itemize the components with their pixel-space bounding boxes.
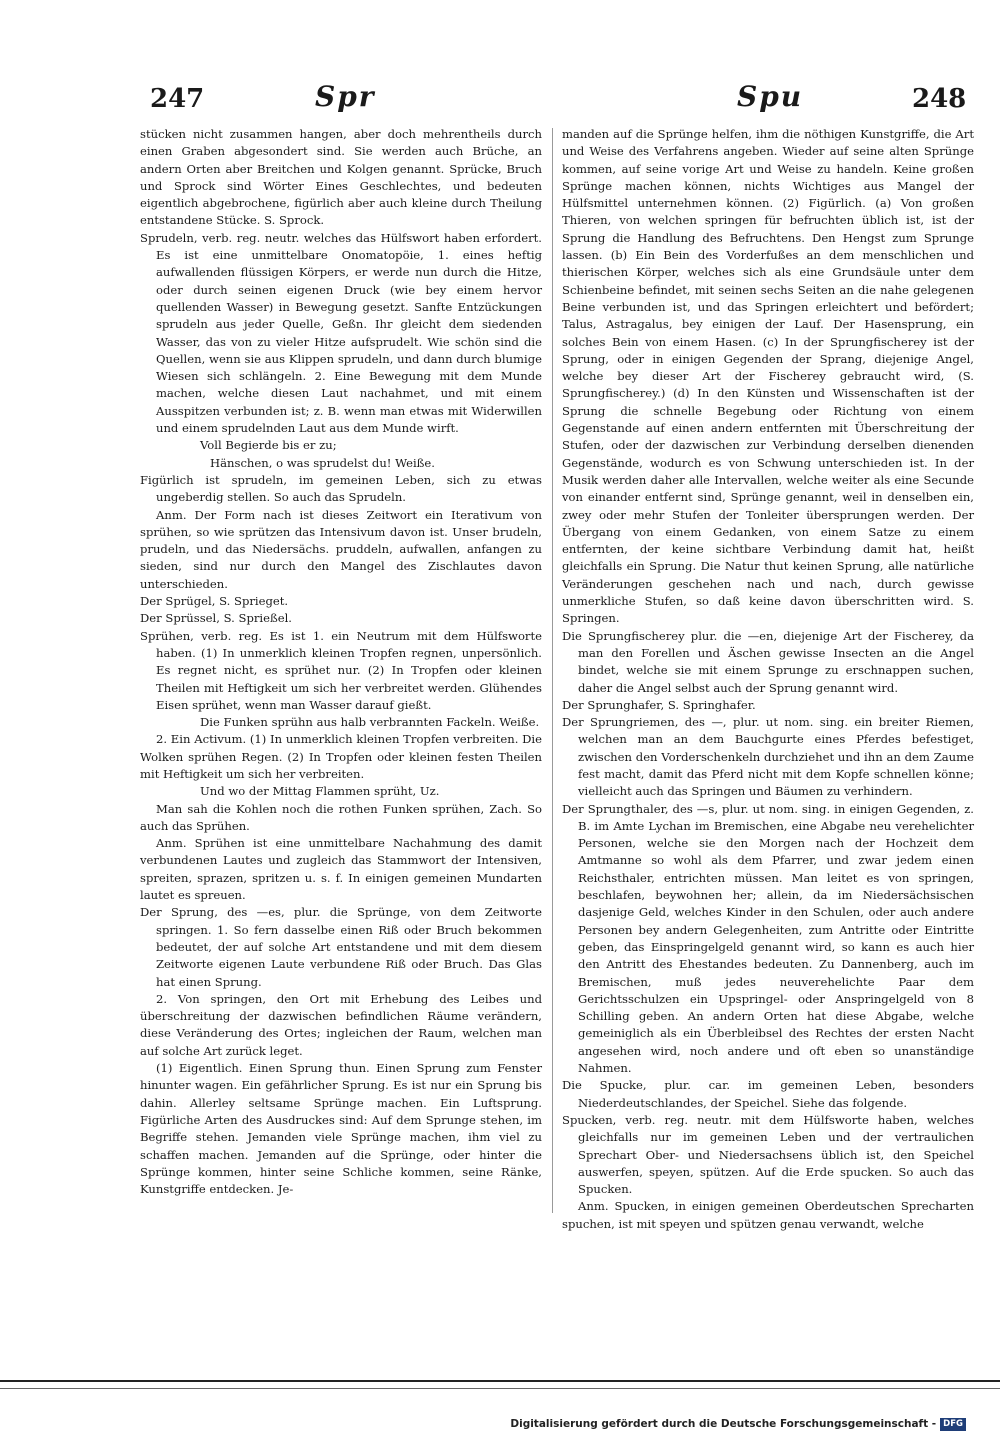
paragraph: Figürlich ist sprudeln, im gemeinen Leben, sich zu etwas ungeberdig stellen. So auch das Sprudeln. <box>140 472 542 505</box>
verse-line: Die Funken sprühn aus halb verbrannten Fackeln. Weiße. <box>200 715 540 730</box>
right-page-number: 248 <box>912 84 967 114</box>
verse-line: Und wo der Mittag Flammen sprüht, Uz. <box>200 784 440 799</box>
left-running-head: Spr <box>315 80 376 113</box>
entry-sprungfischerey: Die Sprungfischerey plur. die —en, diejenige Art der Fischerey, da man den Forellen und Äschen gewisse Insecten an die Angel bindet, welche sie mit einem Sprunge zu erschnappen suchen, daher die Angel selbst auch der Sprung genannt wird. <box>562 628 974 695</box>
entry-sprungriemen: Der Sprungriemen, des —, plur. ut nom. sing. ein breiter Riemen, welchen man an dem Bauchgurte eines Pferdes befestiget, zwischen den Vorderschenkeln durchziehet und ihn an dem Zaume fest macht, damit das Pferd nicht mit dem Kopfe schnellen könne; vielleicht auch das Springen und Bäumen zu verhindern. <box>562 715 974 799</box>
right-column <box>562 126 974 1233</box>
annotation: Anm. Spucken, in einigen gemeinen Oberdeutschen Sprecharten spuchen, ist mit speyen und spützen genau verwandt, welche <box>562 1199 974 1231</box>
entry-spruegel: Der Sprügel, S. Sprieget. <box>140 594 289 609</box>
entry-spucken: Spucken, verb. reg. neutr. mit dem Hülfsworte haben, welches gleichfalls nur im gemeinen Leben und der vertraulichen Sprechart Ober- und Niedersachsens üblich ist, den Speichel auswerfen, speyen, spützen. Auf die Erde spucken. So auch das Spucken. <box>562 1112 974 1197</box>
footer-credit <box>510 1417 966 1431</box>
entry-spucke: Die Spucke, plur. car. im gemeinen Leben, besonders Niederdeutschlandes, der Speichel. Siehe das folgende. <box>562 1078 974 1110</box>
entry-sprudeln: Sprudeln, verb. reg. neutr. welches das Hülfswort haben erfordert. Es ist eine unmittelbare Onomatopöie, 1. eines heftig aufwallenden flüssigen Körpers, er werde nun durch die Hitze, oder durch seinen eigenen Druck (wie bey einem hervor quellenden Wasser) in Bewegung gesetzt. Sanfte Entzückungen sprudeln aus jeder Quelle, Geßn. Ihr gleicht dem siedenden Wasser, das von zu vieler Hitze aufsprudelt. Wie schön sind die Quellen, wenn sie aus Klippen sprudeln, und dann durch blumige Wiesen sich schlängeln. 2. Eine Bewegung mit dem Munde machen, welche diesen Laut nachahmet, und mit einem Ausspitzen verbunden ist; z. B. wenn man etwas mit Widerwillen und einem sprudelnden Laut aus dem Munde wirft. <box>140 230 542 436</box>
paragraph: stücken nicht zusammen hangen, aber doch mehrentheils durch einen Graben abgesondert sind. Sie werden auch Brüche, an andern Orten aber Breitchen und Kolgen genannt. Sprücke, Bruch und Sprock sind Wörter Eines Geschlechtes, und bedeuten eigentlich abgebrochene, figürlich aber auch kleine durch Theilung entstandene Stücke. S. Sprock. <box>140 127 542 228</box>
paragraph: (1) Eigentlich. Einen Sprung thun. Einen Sprung zum Fenster hinunter wagen. Ein gefährlicher Sprung. Es ist nur ein Sprung bis dahin. Allerley seltsame Sprünge machen. Ein Luftsprung. Figürliche Arten des Ausdruckes sind: Auf dem Sprunge stehen, im Begriffe stehen. Jemanden viele Sprünge machen, ihm viel zu schaffen machen. Jemanden auf die Sprünge, oder hinter die Sprünge kommen, hinter seine Schliche kommen, seine Ränke, Kunstgriffe entdecken. Je- <box>140 1061 542 1197</box>
paragraph: 2. Ein Activum. (1) In unmerklich kleinen Tropfen verbreiten. Die Wolken sprühen Regen. (2) In Tropfen oder kleinen festen Theilen mit Heftigkeit um sich her verbreiten. <box>140 732 542 781</box>
bottom-rule <box>0 1388 1000 1389</box>
left-column <box>140 126 542 1198</box>
annotation: Anm. Sprühen ist eine unmittelbare Nachahmung des damit verbundenen Lautes und zugleich das Stammwort der Intensiven, spreiten, sprazen, spritzen u. s. f. In einigen gemeinen Mundarten lautet es spreuen. <box>140 836 542 903</box>
dfg-logo-icon: DFG <box>940 1418 966 1431</box>
annotation: Anm. Der Form nach ist dieses Zeitwort ein Iterativum von sprühen, so wie sprützen das Intensivum davon ist. Unser brudeln, prudeln, und das Niedersächs. pruddeln, aufwallen, anfangen zu sieden, sind nur durch den Mangel des Zischlautes davon unterschieden. <box>140 507 542 591</box>
entry-spruehen: Sprühen, verb. reg. Es ist 1. ein Neutrum mit dem Hülfsworte haben. (1) In unmerklich kleinen Tropfen regnen, unpersönlich. Es regnet nicht, es sprühet nur. (2) In Tropfen oder kleinen Theilen mit Heftigkeit um sich her verbreitet werden. Glühendes Eisen sprühet, wenn man Wasser darauf gießt. <box>140 628 542 712</box>
verse-line: Voll Begierde bis er zu; <box>200 438 337 453</box>
column-divider <box>552 128 553 1213</box>
footer-text: Digitalisierung gefördert durch die Deutsche Forschungsgemeinschaft - <box>510 1418 937 1430</box>
entry-sprunghafer: Der Sprunghafer, S. Springhafer. <box>562 697 756 712</box>
entry-sprung: Der Sprung, des —es, plur. die Sprünge, von dem Zeitworte springen. 1. So fern dasselbe einen Riß oder Bruch bekommen bedeutet, der auf solche Art entstandene und mit dem diesem Zeitworte eigenen Laute verbundene Riß oder Bruch. Das Glas hat einen Sprung. <box>140 905 542 989</box>
right-running-head: Spu <box>737 80 804 113</box>
paragraph: manden auf die Sprünge helfen, ihm die nöthigen Kunstgriffe, die Art und Weise des Verfahrens angeben. Wieder auf seine alten Sprünge kommen, auf seine vorige Art und Weise zu handeln. Keine großen Sprünge machen können, nichts Wichtiges aus Mangel der Hülfsmittel unternehmen können. (2) Figürlich. (a) Von großen Thieren, von welchen springen für befruchten üblich ist, ist der Sprung die Handlung des Befruchtens. Den Hengst zum Sprunge lassen. (b) Ein Bein des Vorderfußes an dem menschlichen und thierischen Körper, welches sich als eine Grundsäule unter dem Schienbeine befindet, mit seinen sechs Seiten an die nahe gelegenen Beine verbunden ist, und das Springen erleichtert und befördert; Talus, Astragalus, bey einigen der Lauf. Der Hasensprung, ein solches Bein von einem Hasen. (c) In der Sprungfischerey ist der Sprung, oder in einigen Gegenden der Sprang, diejenige Angel, welche bey dieser Art der Fischerey gebraucht wird, (S. Sprungfischerey.) (d) In den Künsten und Wissenschaften ist der Sprung die schnelle Begebung oder Richtung von einem Gegenstande auf einen andern entfernten mit Überschreitung der Stufen, oder der dazwischen zur Verbindung derselben dienenden Gegenstände, wodurch es von Schwung unterschieden ist. In der Musik werden daher alle Intervallen, welche weiter als eine Secunde von einander entfernt sind, Sprünge genannt, weil in denselben ein, zwey oder mehr Stufen der Tonleiter übersprungen werden. Der Übergang von einem Gedanken, von einem Satze zu einem entfernten, der keine sichtbare Verbindung damit hat, heißt gleichfalls ein Sprung. Die Natur thut keinen Sprung, alle natürliche Veränderungen geschehen nach und nach, durch gewisse unmerkliche Stufen, so daß keine davon überschritten wird. S. Springen. <box>562 127 974 626</box>
quotation: Man sah die Kohlen noch die rothen Funken sprühen, Zach. So auch das Sprühen. <box>140 801 542 833</box>
left-page-number: 247 <box>150 84 205 114</box>
bottom-rule <box>0 1380 1000 1382</box>
paragraph: 2. Von springen, den Ort mit Erhebung des Leibes und überschreitung der dazwischen befindlichen Räume verändern, diese Veränderung des Ortes; ingleichen der Raum, welchen man auf solche Art zurück leget. <box>140 991 542 1058</box>
entry-sprueffel: Der Sprüssel, S. Sprießel. <box>140 611 292 626</box>
entry-sprungthaler: Der Sprungthaler, des —s, plur. ut nom. sing. in einigen Gegenden, z. B. im Amte Lychan im Bremischen, eine Abgabe neu verehelichter Personen, welche sie den Morgen nach der Hochzeit dem Amtmanne so wohl als dem Pfarrer, und zwar jedem einen Reichsthaler, entrichten müssen. Man leitet es von springen, beschlafen, beywohnen her; allein, da im Niedersächsischen dasjenige Geld, welches Kinder in den Schulen, oder auch andere Personen bey andern Gelegenheiten, zum Antritte oder Eintritte geben, das Einspringelgeld genannt wird, so kann es auch hier den Antritt des Ehestandes bedeuten. Zu Dannenberg, auch im Bremischen, muß jedes neuverehelichte Paar dem Gerichtsschulzen ein Upspringel- oder Anspringelgeld von 8 Schilling geben. An andern Orten hat diese Abgabe, welche gemeiniglich als ein Überbleibsel des Rechtes der ersten Nacht angesehen wird, noch andere und oft eben so unanständige Nahmen. <box>562 801 974 1076</box>
verse-line: Hänschen, o was sprudelst du! Weiße. <box>210 455 435 470</box>
